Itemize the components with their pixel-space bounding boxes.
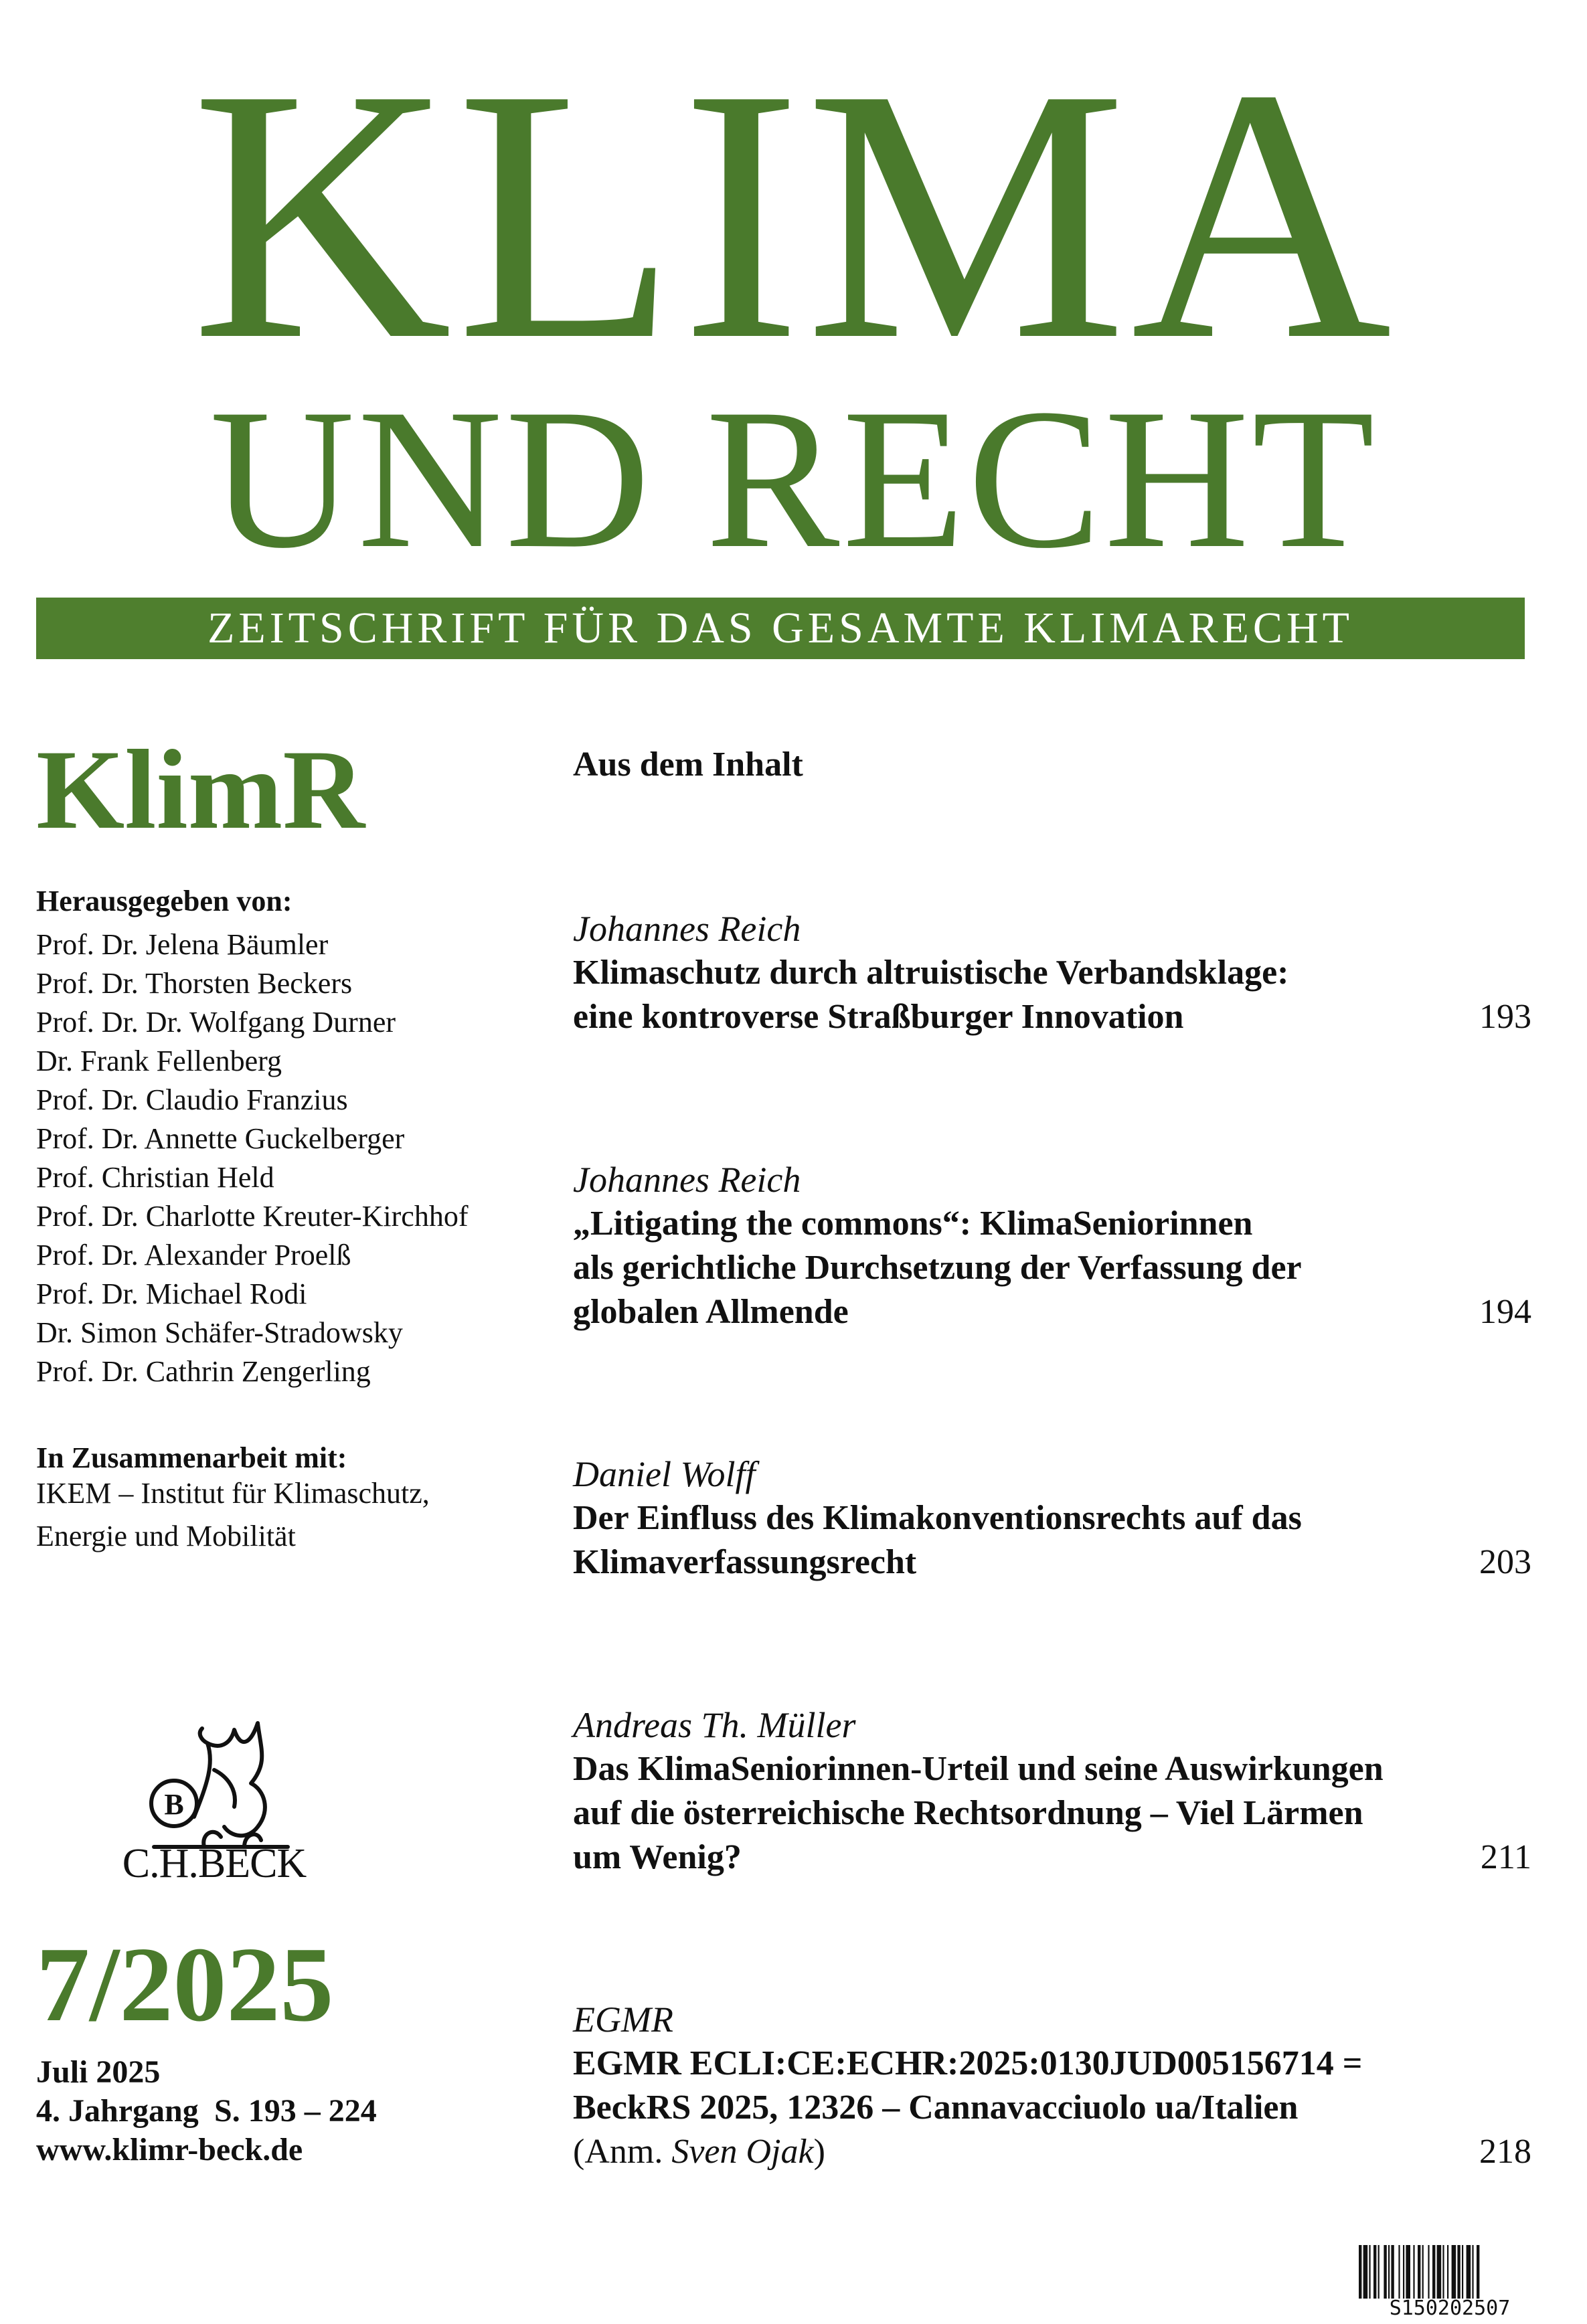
toc-title-line: als gerichtliche Durchsetzung der Verfassung der: [573, 1249, 1302, 1287]
editor-name: Prof. Dr. Michael Rodi: [36, 1277, 307, 1310]
barcode-bar: [1452, 2245, 1456, 2299]
svg-text:B: B: [164, 1788, 184, 1821]
toc-page: 218: [1479, 2133, 1531, 2171]
barcode-bar: [1477, 2245, 1479, 2299]
toc-title-line: eine kontroverse Straßburger Innovation: [573, 998, 1184, 1036]
barcode-bar: [1428, 2245, 1429, 2299]
barcode-number: S150202507: [1389, 2297, 1511, 2320]
journal-subtitle-band: ZEITSCHRIFT FÜR DAS GESAMTE KLIMARECHT: [36, 598, 1525, 659]
cooperation-label: In Zusammenarbeit mit:: [36, 1441, 347, 1474]
toc-note-prefix: (Anm.: [573, 2133, 672, 2171]
barcode-bar: [1373, 2245, 1376, 2299]
toc-author: Andreas Th. Müller: [573, 1705, 856, 1745]
toc-entry: [573, 907, 1531, 1039]
barcode-bar: [1391, 2245, 1394, 2299]
toc-page: 193: [1479, 998, 1531, 1036]
toc-entry: [573, 1997, 1531, 2174]
barcode-bar: [1462, 2245, 1463, 2299]
editor-name: Prof. Dr. Charlotte Kreuter-Kirchhof: [36, 1200, 469, 1233]
toc-page: 194: [1479, 1293, 1531, 1331]
toc-title-line: Klimaverfassungsrecht: [573, 1543, 917, 1581]
editor-name: Prof. Dr. Cathrin Zengerling: [36, 1355, 371, 1388]
publisher-name: C.H.BECK: [122, 1841, 307, 1886]
barcode-bar: [1369, 2245, 1370, 2299]
toc-title-line: auf die österreichische Rechtsordnung – Viel Lärmen: [573, 1794, 1363, 1832]
barcode-bar: [1447, 2245, 1448, 2299]
issue-volume: 4. Jahrgang: [36, 2093, 199, 2129]
editor-name: Prof. Dr. Annette Guckelberger: [36, 1122, 405, 1155]
journal-short-title: KlimR: [36, 727, 365, 853]
barcode-bar: [1363, 2245, 1368, 2299]
editor-name: Dr. Frank Fellenberg: [36, 1045, 282, 1077]
toc-note: [573, 2130, 1531, 2174]
journal-title-line-2: UND RECHT: [210, 367, 1377, 590]
barcode-bar: [1403, 2245, 1404, 2299]
toc-author: Daniel Wolff: [573, 1454, 756, 1494]
toc-title-line: um Wenig?: [573, 1838, 742, 1876]
toc-page: 203: [1479, 1543, 1531, 1581]
editors-label: Herausgegeben von:: [36, 885, 293, 917]
editors-list: [36, 925, 468, 1391]
issue-date: Juli 2025: [36, 2054, 161, 2090]
toc-title-line: „Litigating the commons“: KlimaSeniorinnen: [573, 1204, 1253, 1243]
toc-author: Johannes Reich: [573, 1160, 801, 1200]
barcode-bar: [1437, 2245, 1442, 2299]
journal-website: www.klimr-beck.de: [36, 2132, 303, 2167]
barcode-icon: [1359, 2245, 1541, 2299]
barcode-bar: [1418, 2245, 1420, 2299]
editor-name: Prof. Dr. Alexander Proelß: [36, 1239, 351, 1271]
editor-name: Prof. Dr. Thorsten Beckers: [36, 967, 353, 1000]
barcode-bar: [1378, 2245, 1380, 2299]
barcode-bar: [1398, 2245, 1400, 2299]
barcode-bar: [1384, 2245, 1386, 2299]
toc-title-line: Das KlimaSeniorinnen-Urteil und seine Auswirkungen: [573, 1750, 1384, 1788]
toc-title-line: BeckRS 2025, 12326 – Cannavacciuolo ua/Italien: [573, 2088, 1299, 2127]
toc-title-line: Klimaschutz durch altruistische Verbandsklage:: [573, 954, 1289, 992]
toc-author: EGMR: [573, 1999, 673, 2040]
toc-title-line: Der Einfluss des Klimakonventionsrechts auf das: [573, 1499, 1302, 1537]
barcode-bar: [1413, 2245, 1414, 2299]
toc-title-line: globalen Allmende: [573, 1293, 849, 1331]
toc-entry: [573, 1452, 1531, 1585]
editor-name: Prof. Dr. Claudio Franzius: [36, 1083, 348, 1116]
toc-title-line: EGMR ECLI:CE:ECHR:2025:0130JUD005156714 =: [573, 2044, 1363, 2082]
barcode-bar: [1467, 2245, 1471, 2299]
cooperation-line: Energie und Mobilität: [36, 1520, 296, 1552]
barcode-bar: [1442, 2245, 1444, 2299]
toc-entry: [573, 1703, 1531, 1880]
issue-pages: S. 193 – 224: [214, 2093, 377, 2129]
editor-name: Prof. Christian Held: [36, 1161, 274, 1194]
editor-name: Dr. Simon Schäfer-Stradowsky: [36, 1316, 403, 1349]
editor-name: Prof. Dr. Jelena Bäumler: [36, 928, 329, 961]
toc-note-suffix: ): [813, 2133, 825, 2171]
barcode-bar: [1359, 2245, 1361, 2299]
barcode-bar: [1406, 2245, 1410, 2299]
barcode-bar: [1432, 2245, 1435, 2299]
cooperation-line: IKEM – Institut für Klimaschutz,: [36, 1477, 430, 1510]
journal-title-line-1: KLIMA: [191, 14, 1396, 414]
toc-note-author: Sven Ojak: [671, 2133, 814, 2171]
barcode-bar: [1422, 2245, 1424, 2299]
toc-page: 211: [1480, 1838, 1531, 1876]
toc-entry: [573, 1158, 1531, 1334]
barcode-bar: [1388, 2245, 1390, 2299]
toc-author: Johannes Reich: [573, 909, 801, 949]
cooperation-partner: [36, 1472, 430, 1558]
editor-name: Prof. Dr. Dr. Wolfgang Durner: [36, 1006, 396, 1039]
contents-heading: Aus dem Inhalt: [573, 745, 803, 784]
barcode-bar: [1457, 2245, 1460, 2299]
issue-number: 7/2025: [36, 1925, 334, 2044]
barcode-bar: [1472, 2245, 1473, 2299]
